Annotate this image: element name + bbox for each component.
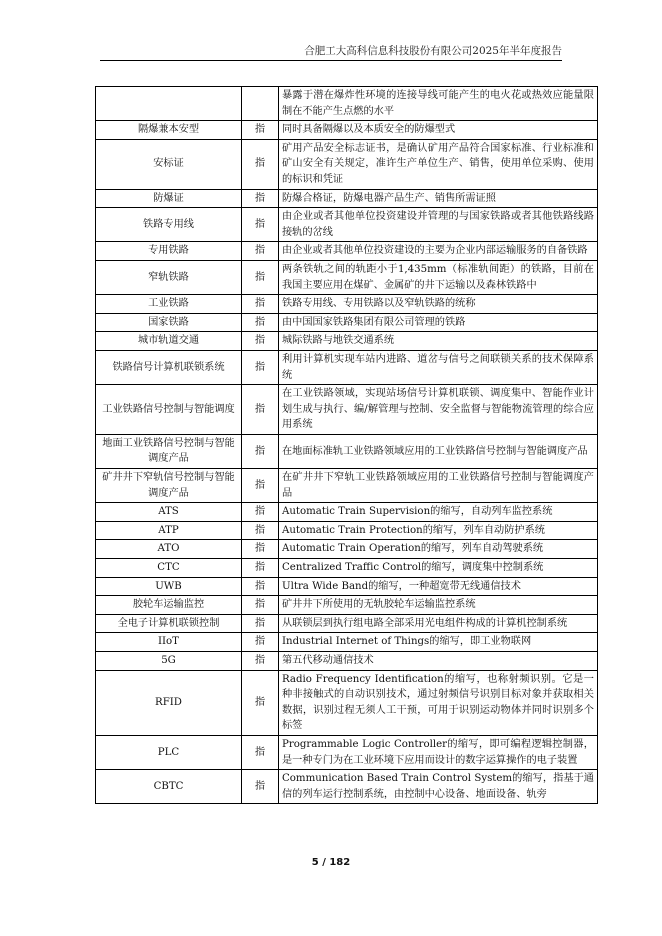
definition-cell: Automatic Train Operation的缩写，列车自动驾驶系统 — [279, 540, 598, 559]
term-cell: 防爆证 — [96, 189, 242, 208]
definitions-table — [95, 86, 598, 804]
table-row — [96, 350, 598, 384]
definition-cell: 同时具备隔爆以及本质安全的防爆型式 — [279, 121, 598, 140]
term-cell: ATS — [96, 503, 242, 522]
table-row — [96, 385, 598, 435]
definitions-table-body — [96, 87, 598, 804]
table-row — [96, 503, 598, 522]
page-number: 5 / 182 — [311, 857, 351, 868]
table-row — [96, 295, 598, 314]
term-cell: 全电子计算机联锁控制 — [96, 614, 242, 633]
term-cell: 城市轨道交通 — [96, 332, 242, 351]
definition-cell: 矿用产品安全标志证书，是确认矿用产品符合国家标准、行业标准和矿山安全有关规定，准许生产单位生产、销售，使用单位采购、使用的标识和凭证 — [279, 139, 598, 189]
definition-cell: Industrial Internet of Things的缩写，即工业物联网 — [279, 633, 598, 652]
table-row — [96, 521, 598, 540]
table-row — [96, 139, 598, 189]
refers-to-cell: 指 — [242, 559, 279, 578]
definition-cell: Automatic Train Protection的缩写，列车自动防护系统 — [279, 521, 598, 540]
term-cell: PLC — [96, 735, 242, 769]
refers-to-cell: 指 — [242, 633, 279, 652]
refers-to-cell: 指 — [242, 332, 279, 351]
definition-cell: Automatic Train Supervision的缩写，自动列车监控系统 — [279, 503, 598, 522]
definition-cell: 铁路专用线、专用铁路以及窄轨铁路的统称 — [279, 295, 598, 314]
term-cell: ATP — [96, 521, 242, 540]
refers-to-cell: 指 — [242, 469, 279, 503]
refers-to-cell — [242, 87, 279, 121]
term-cell: 胶轮车运输监控 — [96, 596, 242, 615]
definition-cell: 两条铁轨之间的轨距小于1,435mm（标准轨间距）的铁路，目前在我国主要应用在煤矿、金属矿的井下运输以及森林铁路中 — [279, 260, 598, 294]
refers-to-cell: 指 — [242, 189, 279, 208]
definition-cell: 由企业或者其他单位投资建设的主要为企业内部运输服务的自备铁路 — [279, 242, 598, 261]
refers-to-cell: 指 — [242, 596, 279, 615]
definition-cell: Programmable Logic Controller的缩写，即可编程逻辑控制器，是一种专门为在工业环境下应用而设计的数字运算操作的电子装置 — [279, 735, 598, 769]
refers-to-cell: 指 — [242, 350, 279, 384]
definition-cell: 由企业或者其他单位投资建设并管理的与国家铁路或者其他铁路线路接轨的岔线 — [279, 208, 598, 242]
table-row — [96, 577, 598, 596]
table-row — [96, 596, 598, 615]
table-row — [96, 121, 598, 140]
table-row — [96, 614, 598, 633]
term-cell: RFID — [96, 670, 242, 735]
table-row — [96, 208, 598, 242]
refers-to-cell: 指 — [242, 242, 279, 261]
header-divider — [100, 60, 562, 61]
refers-to-cell: 指 — [242, 503, 279, 522]
definition-cell: 城际铁路与地铁交通系统 — [279, 332, 598, 351]
term-cell: CBTC — [96, 770, 242, 804]
refers-to-cell: 指 — [242, 614, 279, 633]
table-row — [96, 242, 598, 261]
definition-cell: 利用计算机实现车站内进路、道岔与信号之间联锁关系的技术保障系统 — [279, 350, 598, 384]
definition-cell: 矿井井下所使用的无轨胶轮车运输监控系统 — [279, 596, 598, 615]
term-cell: UWB — [96, 577, 242, 596]
refers-to-cell: 指 — [242, 770, 279, 804]
term-cell: 工业铁路信号控制与智能调度 — [96, 385, 242, 435]
definition-cell: 在地面标准轨工业铁路领域应用的工业铁路信号控制与智能调度产品 — [279, 434, 598, 468]
table-row — [96, 770, 598, 804]
refers-to-cell: 指 — [242, 577, 279, 596]
table-row — [96, 313, 598, 332]
term-cell: 矿井井下窄轨信号控制与智能调度产品 — [96, 469, 242, 503]
table-row — [96, 559, 598, 578]
term-cell — [96, 87, 242, 121]
definition-cell: Ultra Wide Band的缩写，一种超宽带无线通信技术 — [279, 577, 598, 596]
table-row — [96, 434, 598, 468]
definition-cell: 由中国国家铁路集团有限公司管理的铁路 — [279, 313, 598, 332]
table-row — [96, 633, 598, 652]
term-cell: IIoT — [96, 633, 242, 652]
refers-to-cell: 指 — [242, 521, 279, 540]
definition-cell: Communication Based Train Control System的缩写，指基于通信的列车运行控制系统，由控制中心设备、地面设备、轨旁 — [279, 770, 598, 804]
table-row — [96, 332, 598, 351]
table-row — [96, 540, 598, 559]
refers-to-cell: 指 — [242, 121, 279, 140]
term-cell: 安标证 — [96, 139, 242, 189]
table-row — [96, 260, 598, 294]
term-cell: 工业铁路 — [96, 295, 242, 314]
term-cell: CTC — [96, 559, 242, 578]
definition-cell: 第五代移动通信技术 — [279, 652, 598, 671]
definition-cell: Radio Frequency Identification的缩写，也称射频识别。它是一种非接触式的自动识别技术，通过射频信号识别目标对象并获取相关数据，识别过程无须人工干预，可用于识别运动物体并同时识别多个标签 — [279, 670, 598, 735]
refers-to-cell: 指 — [242, 670, 279, 735]
refers-to-cell: 指 — [242, 652, 279, 671]
definition-cell: 防爆合格证，防爆电器产品生产、销售所需证照 — [279, 189, 598, 208]
term-cell: ATO — [96, 540, 242, 559]
refers-to-cell: 指 — [242, 295, 279, 314]
term-cell: 隔爆兼本安型 — [96, 121, 242, 140]
refers-to-cell: 指 — [242, 208, 279, 242]
term-cell: 专用铁路 — [96, 242, 242, 261]
refers-to-cell: 指 — [242, 540, 279, 559]
term-cell: 地面工业铁路信号控制与智能调度产品 — [96, 434, 242, 468]
definition-cell: 暴露于潜在爆炸性环境的连接导线可能产生的电火花或热效应能量限制在不能产生点燃的水平 — [279, 87, 598, 121]
refers-to-cell: 指 — [242, 735, 279, 769]
table-row — [96, 670, 598, 735]
refers-to-cell: 指 — [242, 260, 279, 294]
table-row — [96, 87, 598, 121]
refers-to-cell: 指 — [242, 139, 279, 189]
page-header: 合肥工大高科信息科技股份有限公司2025年半年度报告 — [304, 45, 562, 57]
term-cell: 5G — [96, 652, 242, 671]
refers-to-cell: 指 — [242, 313, 279, 332]
table-row — [96, 189, 598, 208]
refers-to-cell: 指 — [242, 385, 279, 435]
table-row — [96, 652, 598, 671]
table-row — [96, 469, 598, 503]
definition-cell: 从联锁层到执行组电路全部采用光电组件构成的计算机控制系统 — [279, 614, 598, 633]
term-cell: 铁路信号计算机联锁系统 — [96, 350, 242, 384]
definition-cell: Centralized Traffic Control的缩写，调度集中控制系统 — [279, 559, 598, 578]
term-cell: 窄轨铁路 — [96, 260, 242, 294]
definition-cell: 在工业铁路领域，实现站场信号计算机联锁、调度集中、智能作业计划生成与执行、编/解管理与控制、安全监督与智能物流管理的综合应用系统 — [279, 385, 598, 435]
refers-to-cell: 指 — [242, 434, 279, 468]
definition-cell: 在矿井井下窄轨工业铁路领域应用的工业铁路信号控制与智能调度产品 — [279, 469, 598, 503]
term-cell: 铁路专用线 — [96, 208, 242, 242]
term-cell: 国家铁路 — [96, 313, 242, 332]
table-row — [96, 735, 598, 769]
